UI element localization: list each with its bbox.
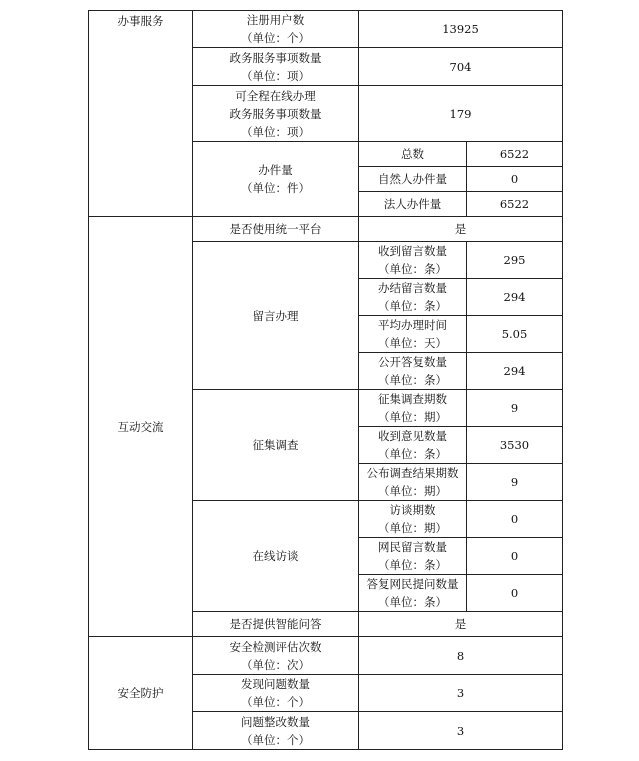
evaluations-label: 安全检测评估次数 （单位：次）: [193, 637, 359, 675]
survey-opinions-label: 收到意见数量 （单位：条）: [359, 427, 467, 464]
interview-answered-label: 答复网民提问数量 （单位：条）: [359, 575, 467, 612]
online-items-label: 可全程在线办理 政务服务事项数量 （单位：项）: [193, 86, 359, 142]
interview-periods-label: 访谈期数 （单位：期）: [359, 501, 467, 538]
interview-answered-value: 0: [467, 575, 563, 612]
issues-found-label: 发现问题数量 （单位：个）: [193, 675, 359, 712]
handled-total-label: 总数: [359, 142, 467, 167]
survey-periods-value: 9: [467, 390, 563, 427]
category-interaction: 互动交流: [89, 217, 193, 637]
unified-platform-value: 是: [359, 217, 563, 242]
smart-qa-value: 是: [359, 612, 563, 637]
survey-opinions-value: 3530: [467, 427, 563, 464]
interview-netizen-msgs-value: 0: [467, 538, 563, 575]
table-row: [89, 11, 563, 48]
table-row: [89, 637, 563, 675]
category-office-services: 办事服务: [89, 11, 193, 217]
handled-label: 办件量 （单位：件）: [193, 142, 359, 217]
survey-periods-label: 征集调查期数 （单位：期）: [359, 390, 467, 427]
issues-found-value: 3: [359, 675, 563, 712]
handled-natural-label: 自然人办件量: [359, 167, 467, 192]
registered-users-value: 13925: [359, 11, 563, 48]
messages-public-replies-value: 294: [467, 353, 563, 390]
online-items-value: 179: [359, 86, 563, 142]
messages-received-value: 295: [467, 242, 563, 279]
handled-legal-label: 法人办件量: [359, 192, 467, 217]
handled-natural-value: 0: [467, 167, 563, 192]
smart-qa-label: 是否提供智能问答: [193, 612, 359, 637]
statistics-table: [88, 10, 563, 750]
survey-results-label: 公布调查结果期数 （单位：期）: [359, 464, 467, 501]
evaluations-value: 8: [359, 637, 563, 675]
messages-received-label: 收到留言数量 （单位：条）: [359, 242, 467, 279]
handled-total-value: 6522: [467, 142, 563, 167]
messages-label: 留言办理: [193, 242, 359, 390]
unified-platform-label: 是否使用统一平台: [193, 217, 359, 242]
messages-public-replies-label: 公开答复数量 （单位：条）: [359, 353, 467, 390]
registered-users-label: 注册用户数 （单位：个）: [193, 11, 359, 48]
issues-fixed-value: 3: [359, 712, 563, 750]
messages-completed-value: 294: [467, 279, 563, 316]
interview-periods-value: 0: [467, 501, 563, 538]
messages-avg-time-value: 5.05: [467, 316, 563, 353]
handled-legal-value: 6522: [467, 192, 563, 217]
service-items-label: 政务服务事项数量 （单位：项）: [193, 48, 359, 86]
category-security: 安全防护: [89, 637, 193, 750]
interview-label: 在线访谈: [193, 501, 359, 612]
messages-avg-time-label: 平均办理时间 （单位：天）: [359, 316, 467, 353]
survey-label: 征集调查: [193, 390, 359, 501]
messages-completed-label: 办结留言数量 （单位：条）: [359, 279, 467, 316]
table-row: [89, 217, 563, 242]
issues-fixed-label: 问题整改数量 （单位：个）: [193, 712, 359, 750]
service-items-value: 704: [359, 48, 563, 86]
interview-netizen-msgs-label: 网民留言数量 （单位：条）: [359, 538, 467, 575]
survey-results-value: 9: [467, 464, 563, 501]
